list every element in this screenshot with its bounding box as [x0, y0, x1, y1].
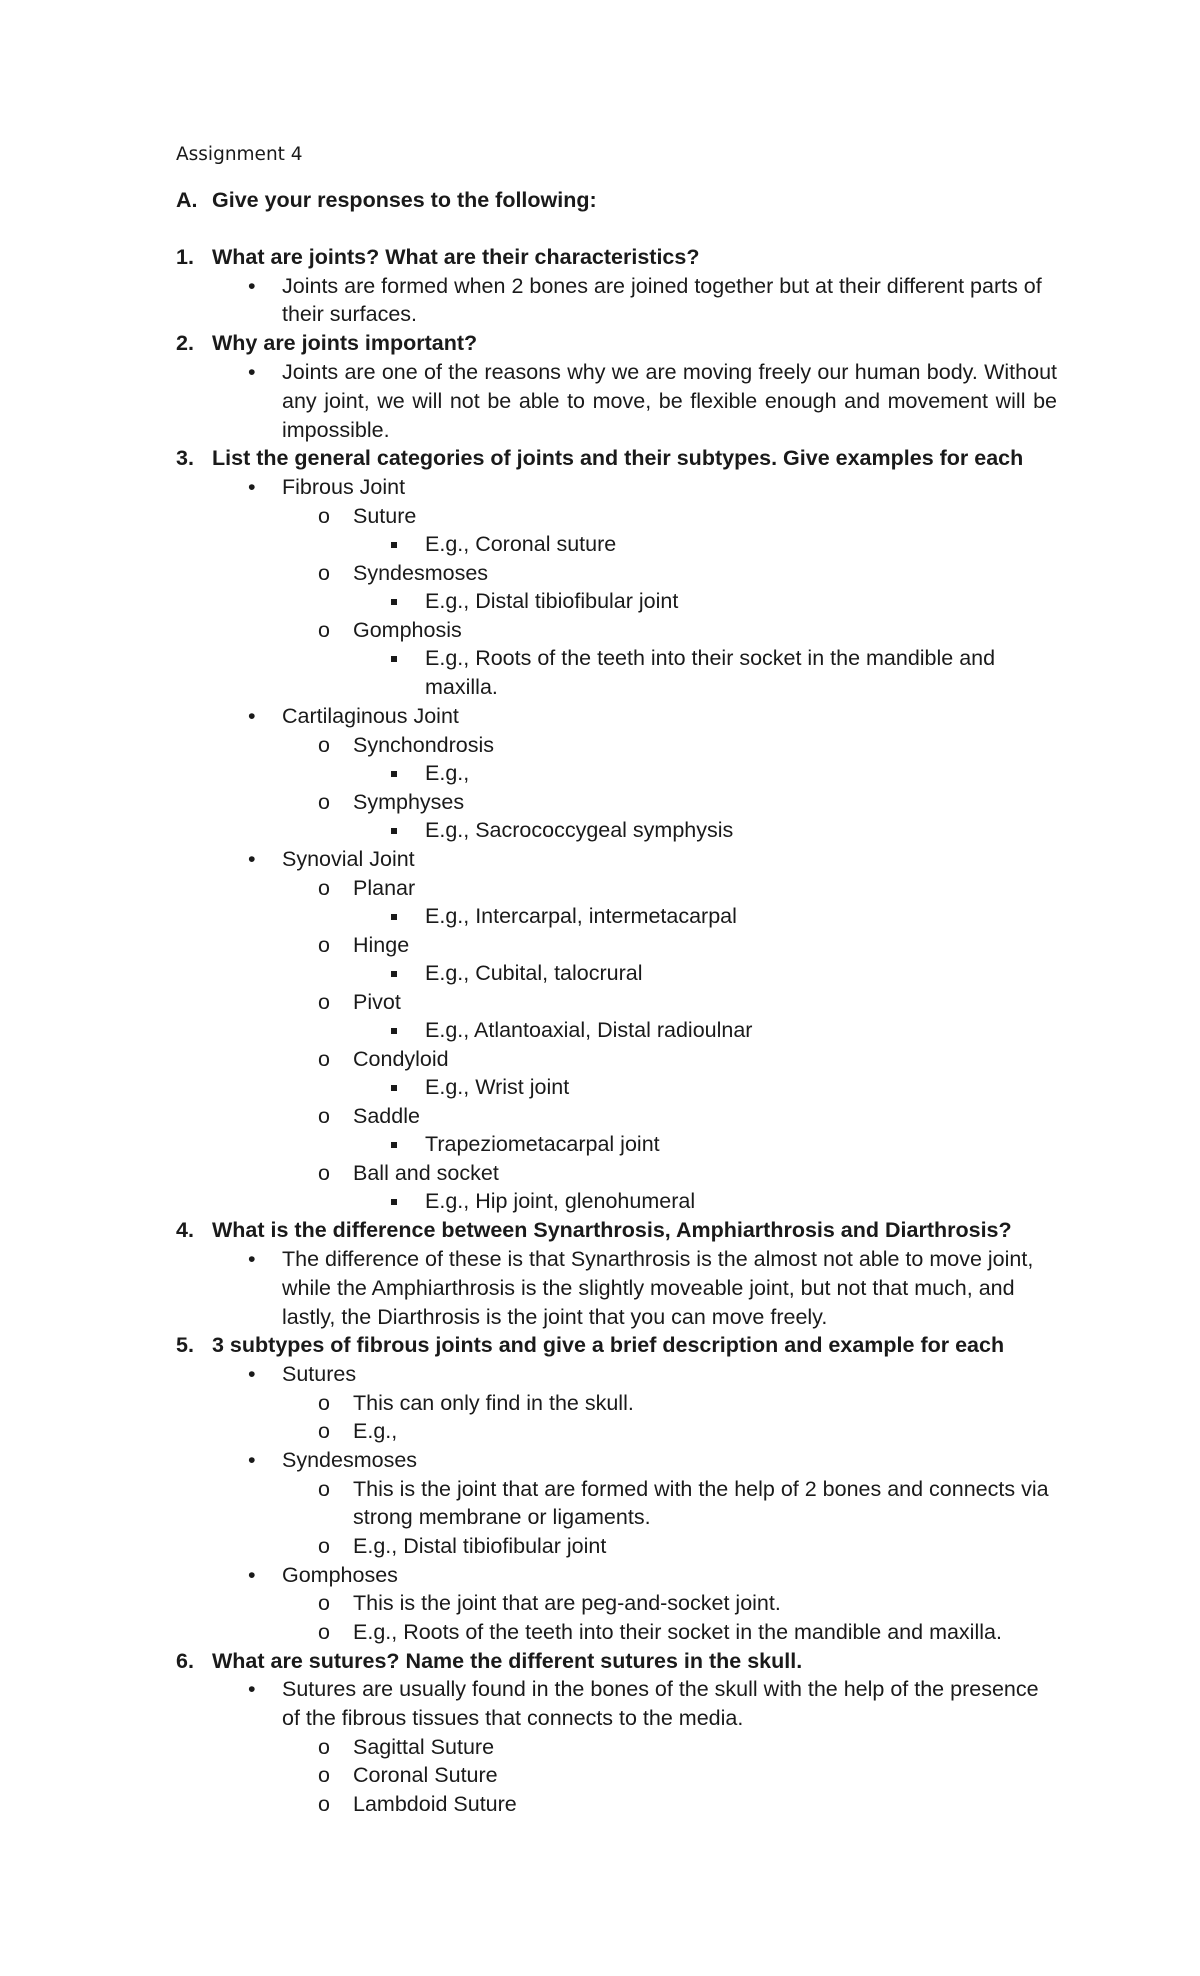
synovial-joint-label: Synovial Joint: [282, 847, 415, 871]
circle-bullet-icon: o: [318, 1591, 330, 1615]
circle-bullet-icon: o: [318, 561, 330, 585]
suture-label: Suture: [353, 504, 417, 528]
bullet-icon: •: [248, 475, 256, 499]
planar-example: E.g., Intercarpal, intermetacarpal: [425, 904, 737, 928]
cartilaginous-joint-label: Cartilaginous Joint: [282, 704, 459, 728]
condyloid-label: Condyloid: [353, 1047, 449, 1071]
bullet-icon: •: [248, 1247, 256, 1271]
square-bullet-icon: [391, 1085, 397, 1091]
circle-bullet-icon: o: [318, 1391, 330, 1415]
square-bullet-icon: [391, 542, 397, 548]
synchondrosis-label: Synchondrosis: [353, 733, 495, 757]
saddle-label: Saddle: [353, 1104, 420, 1128]
circle-bullet-icon: o: [318, 990, 330, 1014]
syndesmoses-example: E.g., Distal tibiofibular joint: [353, 1534, 607, 1558]
circle-bullet-icon: o: [318, 1763, 330, 1787]
symphyses-example: E.g., Sacrococcygeal symphysis: [425, 818, 734, 842]
section-a-marker: A.: [176, 188, 198, 212]
syndesmoses-example: E.g., Distal tibiofibular joint: [425, 589, 679, 613]
bullet-icon: •: [248, 1563, 256, 1587]
gomphoses-description: This is the joint that are peg-and-socket joint.: [353, 1591, 781, 1615]
question-3-text: List the general categories of joints and their subtypes. Give examples for each: [212, 446, 1024, 470]
circle-bullet-icon: o: [318, 733, 330, 757]
bullet-icon: •: [248, 847, 256, 871]
question-2-text: Why are joints important?: [212, 331, 478, 355]
section-a-title: Give your responses to the following:: [212, 188, 597, 212]
answer-2-line-2: any joint, we will not be able to move, be flexible enough and movement will be: [282, 389, 1057, 413]
answer-4-line-1: The difference of these is that Synarthrosis is the almost not able to move joint,: [282, 1247, 1034, 1271]
pivot-label: Pivot: [353, 990, 401, 1014]
sutures-description: This can only find in the skull.: [353, 1391, 634, 1415]
question-4-text: What is the difference between Synarthrosis, Amphiarthrosis and Diarthrosis?: [212, 1218, 1012, 1242]
bullet-icon: •: [248, 1362, 256, 1386]
sutures-example: E.g.,: [353, 1419, 398, 1443]
document-heading: Assignment 4: [176, 144, 303, 165]
fibrous-joint-label: Fibrous Joint: [282, 475, 406, 499]
answer-1-line-1: Joints are formed when 2 bones are joined together but at their different parts of: [282, 274, 1042, 298]
bullet-icon: •: [248, 1677, 256, 1701]
circle-bullet-icon: o: [318, 1161, 330, 1185]
bullet-icon: •: [248, 274, 256, 298]
question-6-number: 6.: [176, 1649, 194, 1673]
suture-item-lambdoid: Lambdoid Suture: [353, 1792, 517, 1816]
question-1-text: What are joints? What are their characteristics?: [212, 245, 700, 269]
square-bullet-icon: [391, 656, 397, 662]
suture-example: E.g., Coronal suture: [425, 532, 617, 556]
bullet-icon: •: [248, 1448, 256, 1472]
circle-bullet-icon: o: [318, 933, 330, 957]
gomphosis-label: Gomphosis: [353, 618, 462, 642]
symphyses-label: Symphyses: [353, 790, 465, 814]
gomphoses-label: Gomphoses: [282, 1563, 398, 1587]
circle-bullet-icon: o: [318, 790, 330, 814]
syndesmoses-label: Syndesmoses: [353, 561, 489, 585]
saddle-example: Trapeziometacarpal joint: [425, 1132, 660, 1156]
answer-2-line-1: Joints are one of the reasons why we are moving freely our human body. Without: [282, 360, 1057, 384]
gomphosis-example-line-2: maxilla.: [425, 675, 498, 699]
circle-bullet-icon: o: [318, 1620, 330, 1644]
circle-bullet-icon: o: [318, 618, 330, 642]
question-4-number: 4.: [176, 1218, 194, 1242]
planar-label: Planar: [353, 876, 416, 900]
answer-6-line-1: Sutures are usually found in the bones of the skull with the help of the presence: [282, 1677, 1039, 1701]
circle-bullet-icon: o: [318, 504, 330, 528]
sutures-label: Sutures: [282, 1362, 357, 1386]
circle-bullet-icon: o: [318, 1104, 330, 1128]
question-6-text: What are sutures? Name the different sutures in the skull.: [212, 1649, 803, 1673]
circle-bullet-icon: o: [318, 1735, 330, 1759]
syndesmoses-description-line-2: strong membrane or ligaments.: [353, 1505, 651, 1529]
question-1-number: 1.: [176, 245, 194, 269]
syndesmoses-label: Syndesmoses: [282, 1448, 418, 1472]
question-5-number: 5.: [176, 1333, 194, 1357]
answer-6-line-2: of the fibrous tissues that connects to the media.: [282, 1706, 744, 1730]
pivot-example: E.g., Atlantoaxial, Distal radioulnar: [425, 1018, 753, 1042]
bullet-icon: •: [248, 360, 256, 384]
question-3-number: 3.: [176, 446, 194, 470]
syndesmoses-description-line-1: This is the joint that are formed with the help of 2 bones and connects via: [353, 1477, 1049, 1501]
ball-and-socket-label: Ball and socket: [353, 1161, 499, 1185]
synchondrosis-example: E.g.,: [425, 761, 470, 785]
suture-item-coronal: Coronal Suture: [353, 1763, 498, 1787]
suture-item-sagittal: Sagittal Suture: [353, 1735, 495, 1759]
circle-bullet-icon: o: [318, 1419, 330, 1443]
gomphosis-example-line-1: E.g., Roots of the teeth into their socket in the mandible and: [425, 646, 996, 670]
question-5-text: 3 subtypes of fibrous joints and give a brief description and example for each: [212, 1333, 1005, 1357]
hinge-example: E.g., Cubital, talocrural: [425, 961, 643, 985]
square-bullet-icon: [391, 914, 397, 920]
question-2-number: 2.: [176, 331, 194, 355]
square-bullet-icon: [391, 599, 397, 605]
square-bullet-icon: [391, 1028, 397, 1034]
square-bullet-icon: [391, 1199, 397, 1205]
ball-and-socket-example: E.g., Hip joint, glenohumeral: [425, 1189, 696, 1213]
bullet-icon: •: [248, 704, 256, 728]
answer-2-line-3: impossible.: [282, 418, 390, 442]
hinge-label: Hinge: [353, 933, 410, 957]
circle-bullet-icon: o: [318, 1792, 330, 1816]
square-bullet-icon: [391, 828, 397, 834]
answer-4-line-3: lastly, the Diarthrosis is the joint that you can move freely.: [282, 1305, 828, 1329]
square-bullet-icon: [391, 771, 397, 777]
square-bullet-icon: [391, 1142, 397, 1148]
gomphoses-example: E.g., Roots of the teeth into their socket in the mandible and maxilla.: [353, 1620, 1002, 1644]
circle-bullet-icon: o: [318, 1477, 330, 1501]
circle-bullet-icon: o: [318, 1047, 330, 1071]
square-bullet-icon: [391, 971, 397, 977]
circle-bullet-icon: o: [318, 876, 330, 900]
answer-4-line-2: while the Amphiarthrosis is the slightly moveable joint, but not that much, and: [282, 1276, 1015, 1300]
circle-bullet-icon: o: [318, 1534, 330, 1558]
condyloid-example: E.g., Wrist joint: [425, 1075, 570, 1099]
answer-1-line-2: their surfaces.: [282, 302, 418, 326]
